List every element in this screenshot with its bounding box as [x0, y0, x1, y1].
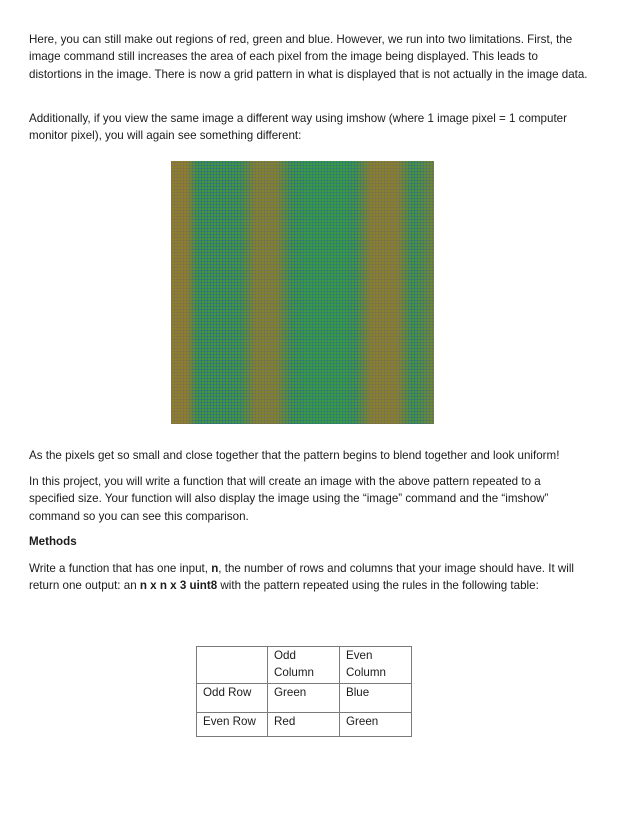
- table-row: [197, 713, 412, 737]
- color-rules-table: [196, 646, 412, 737]
- paragraph-methods-instructions: [29, 560, 589, 595]
- table-header-row: [197, 647, 412, 684]
- imshow-pattern-image: [171, 161, 434, 424]
- table-cell: Even Row: [197, 713, 268, 737]
- paragraph-text: Here, you can still make out regions of red, green and blue. However, we run into two limitations. First, the image command still increases the area of each pixel from the image being displayed. This leads to distortions in the image. There is now a grid pattern in what is displayed that is not actually in the image data.: [29, 33, 588, 81]
- text-run: with the pattern repeated using the rules in the following table:: [217, 579, 539, 593]
- table-cell: Green: [268, 684, 340, 713]
- paragraph-imshow-intro: [29, 110, 589, 145]
- table-cell: Red: [268, 713, 340, 737]
- paragraph-image-limitations: [29, 31, 589, 83]
- paragraph-text: In this project, you will write a function that will create an image with the above pattern repeated to a specified size. Your function will also display the image using the “image” command and the “imshow” command so you can see this comparison.: [29, 475, 549, 523]
- text-run-bold: n x n x 3 uint8: [139, 579, 218, 593]
- table-cell: Green: [340, 713, 412, 737]
- table-cell: [197, 647, 268, 684]
- text-run: Write a function that has one input,: [29, 562, 212, 575]
- table-cell: Blue: [340, 684, 412, 713]
- table-cell: Even Column: [340, 647, 412, 684]
- table-cell: Odd Row: [197, 684, 268, 713]
- table-row: [197, 684, 412, 713]
- paragraph-text: [29, 560, 589, 595]
- paragraph-blend-note: [29, 447, 589, 464]
- paragraph-project-description: [29, 473, 589, 525]
- table-cell: Odd Column: [268, 647, 340, 684]
- text-run-bold: n: [211, 562, 219, 575]
- text-run: , the number of rows and columns that your image should have. It will return one output: an: [29, 562, 575, 593]
- paragraph-text: Additionally, if you view the same image a different way using imshow (where 1 image pixel = 1 computer monitor pixel), you will again see something different:: [29, 112, 567, 143]
- paragraph-text: As the pixels get so small and close together that the pattern begins to blend together and look uniform!: [29, 449, 560, 462]
- section-heading-methods: Methods: [29, 535, 77, 548]
